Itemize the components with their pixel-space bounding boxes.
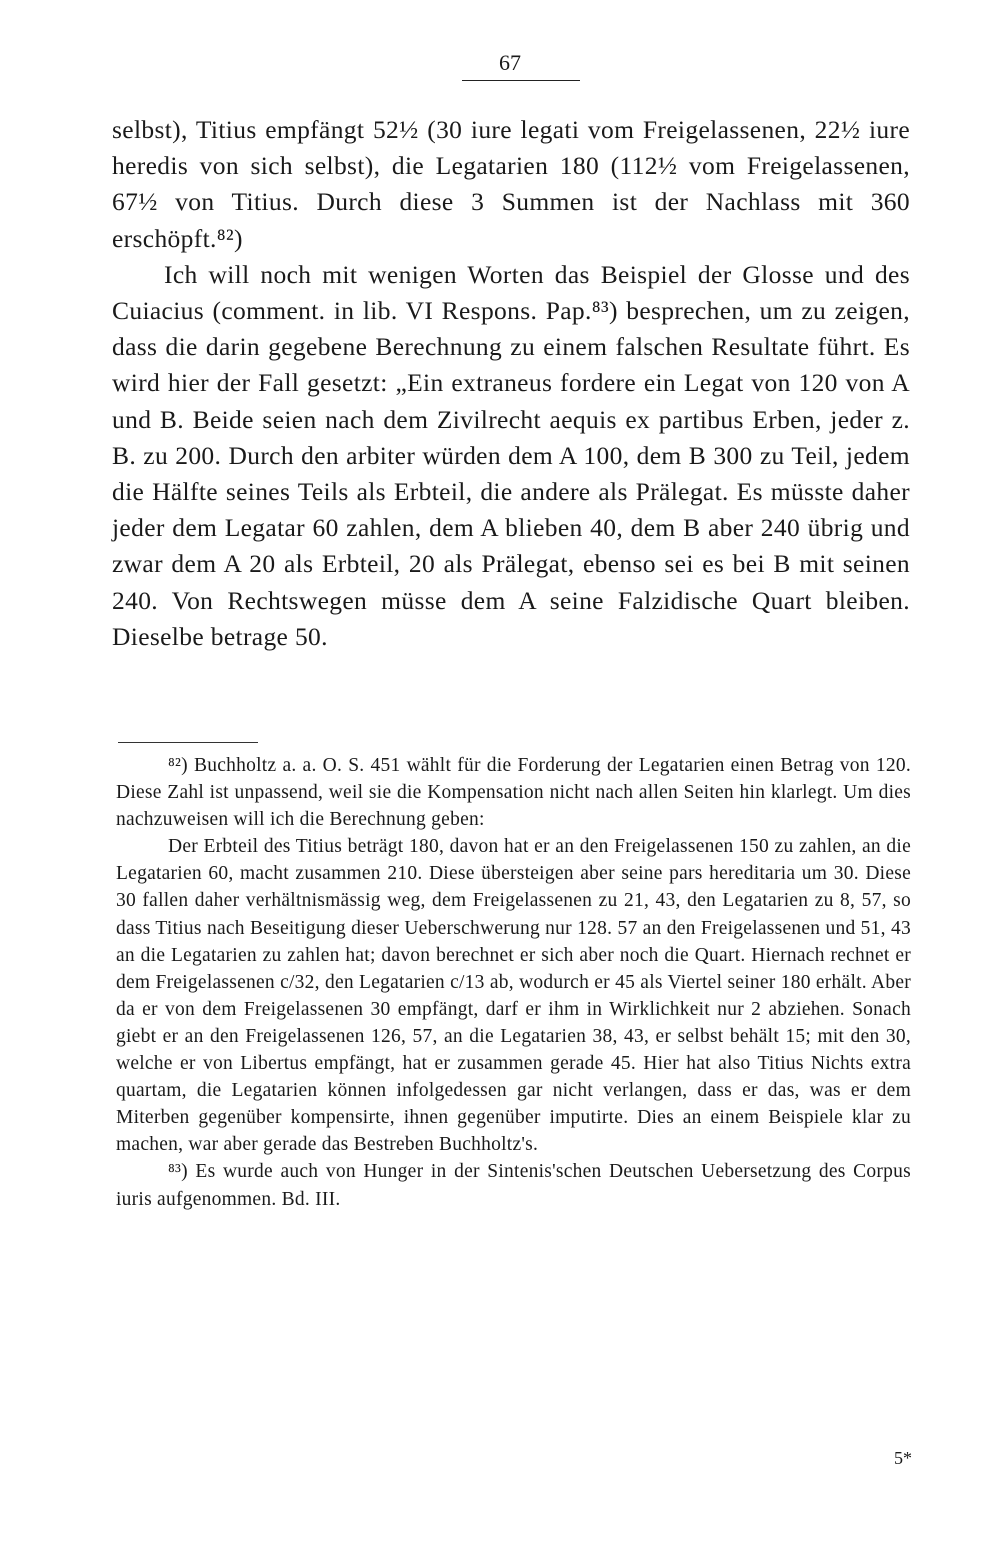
footnote: ⁸²) Buchholtz a. a. O. S. 451 wählt für die Forderung der Legatarien einen Betrag von 120. Diese Zahl ist unpassend, weil sie die Kompensation nicht nach allen Seiten hin klarlegt. Um dies nachzuweisen will ich die Berechnung geben: — [116, 755, 911, 831]
paragraph: Ich will noch mit wenigen Worten das Beispiel der Glosse und des Cuiacius (comment. in lib. VI Respons. Pap.⁸³) besprechen, um zu zeigen, dass die darin gegebene Berechnung zu einem falschen Resultate führt. Es wird hier der Fall gesetzt: „Ein extraneus fordere ein Legat von 120 von A und B. Beide seien nach dem Zivilrecht aequis ex partibus Erben, jeder z. B. zu 200. Durch den arbiter würden dem A 100, dem B 300 zu Teil, jedem die Hälfte seines Teils als Erbteil, die andere als Prälegat. Es müsste daher jeder dem Legatar 60 zahlen, dem A blieben 40, dem B aber 240 übrig und zwar dem A 20 als Erbteil, 20 als Prälegat, ebenso sei es bei B mit seinen 240. Von Rechtswegen müsse dem A seine Falzidische Quart bleiben. Dieselbe betrage 50. — [112, 259, 910, 651]
paragraph: selbst), Titius empfängt 52½ (30 iure legati vom Freigelassenen, 22½ iure heredis von sich selbst), die Legatarien 180 (112½ vom Freigelassenen, 67½ von Titius. Durch diese 3 Summen ist der Nachlass mit 360 erschöpft.⁸²) — [112, 115, 910, 253]
page-number: 67 — [499, 50, 521, 75]
signature-mark: 5* — [894, 1448, 912, 1468]
header-rule — [462, 80, 580, 81]
footnote: Der Erbteil des Titius beträgt 180, davon hat er an den Freigelassenen 150 zu zahlen, an die Legatarien 60, macht zusammen 210. Diese übersteigen aber seine pars hereditaria um 30. Diese 30 fallen daher verhältnismässig weg, dem Freigelassenen zu 21, 43, den Legatarien zu 8, 57, so dass Titius nach Beseitigung dieser Ueberschwerung nur 128. 57 an den Freigelassenen und 51, 43 an die Legatarien zu zahlen hat; davon berechnet er sich aber noch die Quart. Hiernach rechnet er dem Freigelassenen c/32, den Legatarien c/13 ab, wodurch er 45 als Viertel seiner 180 erhält. Aber da er von dem Freigelassenen 30 empfängt, darf er ihm in Wirklichkeit nur 2 abziehen. Sonach giebt er an den Freigelassenen 126, 57, an die Legatarien 38, 43, er selbst behält 15; mit den 30, welche er von Libertus empfängt, hat er zusammen gerade 45. Hier hat also Titius Nichts extra quartam, die Legatarien können infolgedessen gar nicht verlangen, dass er das, was er dem Miterben gegenüber kompensirte, ihnen gegenüber imputirte. Dies an einem Beispiele klar zu machen, war aber gerade das Bestreben Buchholtz's. — [116, 836, 911, 1156]
footnotes — [116, 752, 911, 1213]
footnote: ⁸³) Es wurde auch von Hunger in der Sintenis'schen Deutschen Uebersetzung des Corpus iuris aufgenommen. Bd. III. — [116, 1161, 911, 1210]
main-text — [112, 112, 910, 655]
footnote-divider — [118, 742, 258, 743]
